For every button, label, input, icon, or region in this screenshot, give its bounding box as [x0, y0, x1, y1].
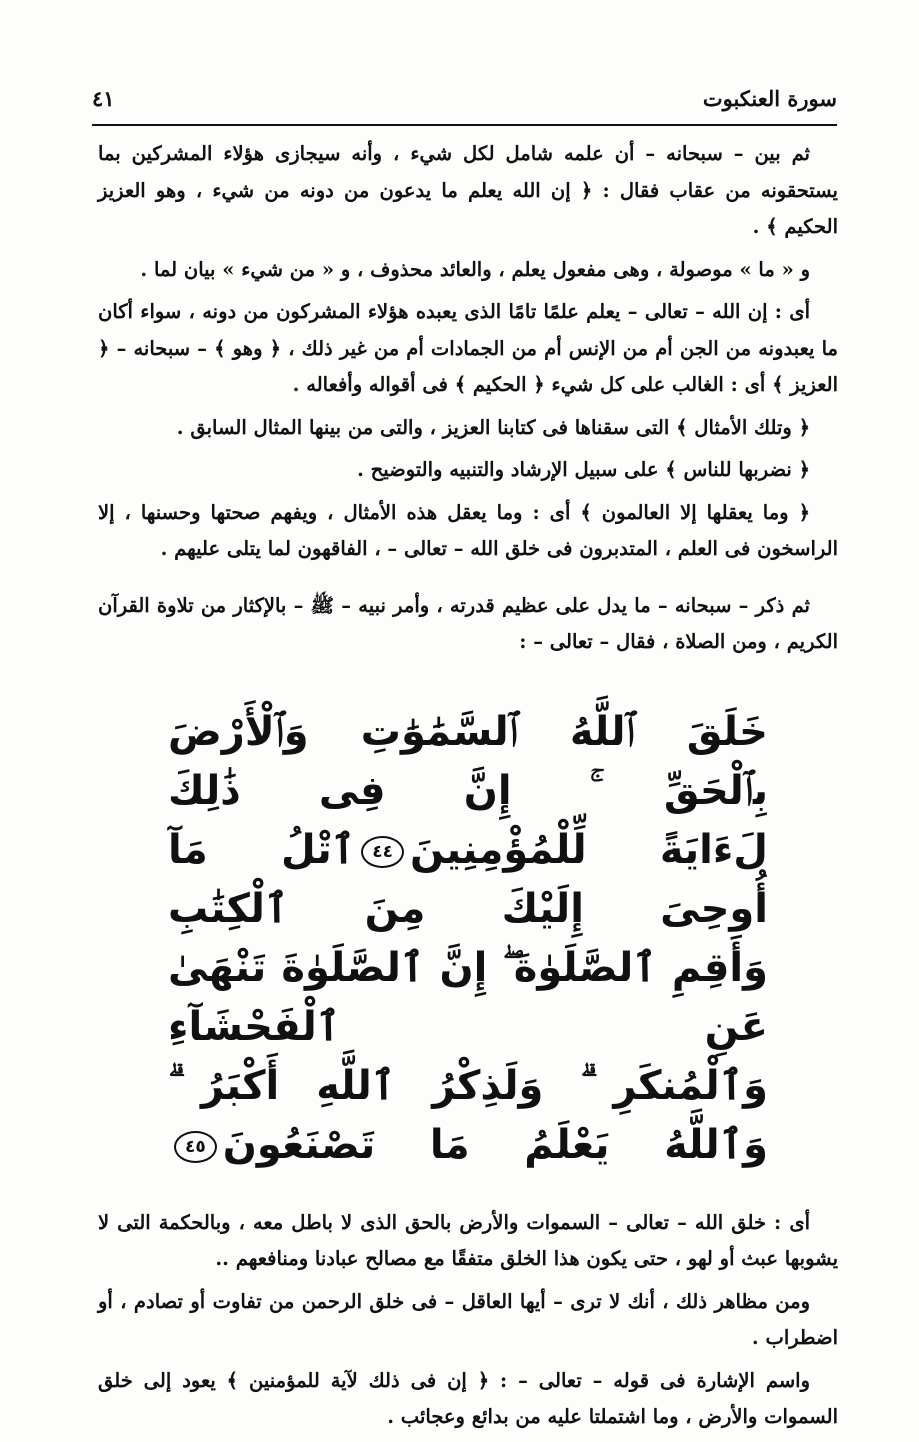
- verse-line: [168, 1057, 768, 1175]
- verse-line: خَلَقَ ٱللَّهُ ٱلسَّمَٰوَٰتِ وَٱلْأَرْضَ بِٱلْحَقِّ ۚ إِنَّ فِى ذَٰلِكَ: [168, 708, 768, 814]
- ayah-number-marker: ٤٥: [174, 1131, 217, 1163]
- paragraph: ﴿ وتلك الأمثال ﴾ التى سقناها فى كتابنا العزيز ، والتى من بينها المثال السابق .: [176, 415, 810, 439]
- paragraph: ﴿ وما يعقلها إلا العالمون ﴾ أى : وما يعقل هذه الأمثال ، ويفهم صحتها وحسنها ، إلا الراسخون فى العلم ، المتدبرون فى خلق الله – تعالى – ، الفاقهون لما يتلى عليهم .: [98, 500, 838, 560]
- page-number: ٤١: [92, 85, 115, 111]
- verse-segment: وَٱلْمُنكَرِ ۗ وَلَذِكْرُ ٱللَّهِ أَكْبَرُ ۗ وَٱللَّهُ يَعْلَمُ مَا تَصْنَعُونَ: [168, 1062, 768, 1168]
- page-body: [98, 136, 838, 1442]
- paragraph: ﴿ نضربها للناس ﴾ على سبيل الإرشاد والتنبيه والتوضيح .: [357, 458, 810, 481]
- paragraph: ثم ذكر – سبحانه – ما يدل على عظيم قدرته ، وأمر نبيه – ﷺ – بالإكثار من تلاوة القرآن الكريم ، ومن الصلاة ، فقال – تعالى – :: [98, 593, 838, 653]
- verse-line: وَأَقِمِ ٱلصَّلَوٰةَ ۖ إِنَّ ٱلصَّلَوٰةَ تَنْهَىٰ عَنِ ٱلْفَحْشَآءِ: [168, 944, 768, 1050]
- paragraph: ثم بين – سبحانه – أن علمه شامل لكل شيء ، وأنه سيجازى هؤلاء المشركين بما يستحقونه من عقاب فقال : ﴿ إن الله يعلم ما يدعون من دونه من شيء ، وهو العزيز الحكيم ﴾ .: [98, 142, 838, 238]
- surah-title: سورة العنكبوت: [702, 85, 837, 111]
- paragraph: واسم الإشارة فى قوله – تعالى – : ﴿ إن فى ذلك لآية للمؤمنين ﴾ يعود إلى خلق السموات والأرض ، وما اشتملتا عليه من بدائع وعجائب .: [98, 1368, 838, 1428]
- paragraph: أى : إن الله – تعالى – يعلم علمًا تامًا الذى يعبده هؤلاء المشركون من دونه ، سواء أكان ما يعبدونه من الجن أم من الإنس أم من الجمادات أم من غير ذلك ، ﴿ وهو ﴾ – سبحانه – ﴿ العزيز ﴾ أى : الغالب على كل شيء ﴿ الحكيم ﴾ فى أقواله وأفعاله .: [98, 300, 838, 396]
- quran-verse-block: [168, 703, 768, 1175]
- verse-segment: لَءَايَةً لِّلْمُؤْمِنِينَ: [409, 826, 768, 873]
- verse-line: [168, 821, 768, 939]
- header-divider: [92, 124, 837, 126]
- ayah-number-marker: ٤٤: [361, 836, 404, 868]
- paragraph: أى : خلق الله – تعالى – السموات والأرض بالحق الذى لا باطل معه ، وبالحكمة التى لا يشوبها عبث أو لهو ، حتى يكون هذا الخلق متفقًا مع مصالح عبادنا ومنافعهم ..: [98, 1210, 838, 1270]
- verse-segment: ٱتْلُ مَآ أُوحِىَ إِلَيْكَ مِنَ ٱلْكِتَٰبِ: [168, 826, 768, 932]
- paragraph: ومن مظاهر ذلك ، أنك لا ترى – أيها العاقل – فى خلق الرحمن من تفاوت أو تصادم ، أو اضطراب .: [98, 1289, 838, 1349]
- paragraph: و « ما » موصولة ، وهى مفعول يعلم ، والعائد محذوف ، و « من شيء » بيان لما .: [140, 257, 810, 281]
- page-header: [92, 78, 837, 118]
